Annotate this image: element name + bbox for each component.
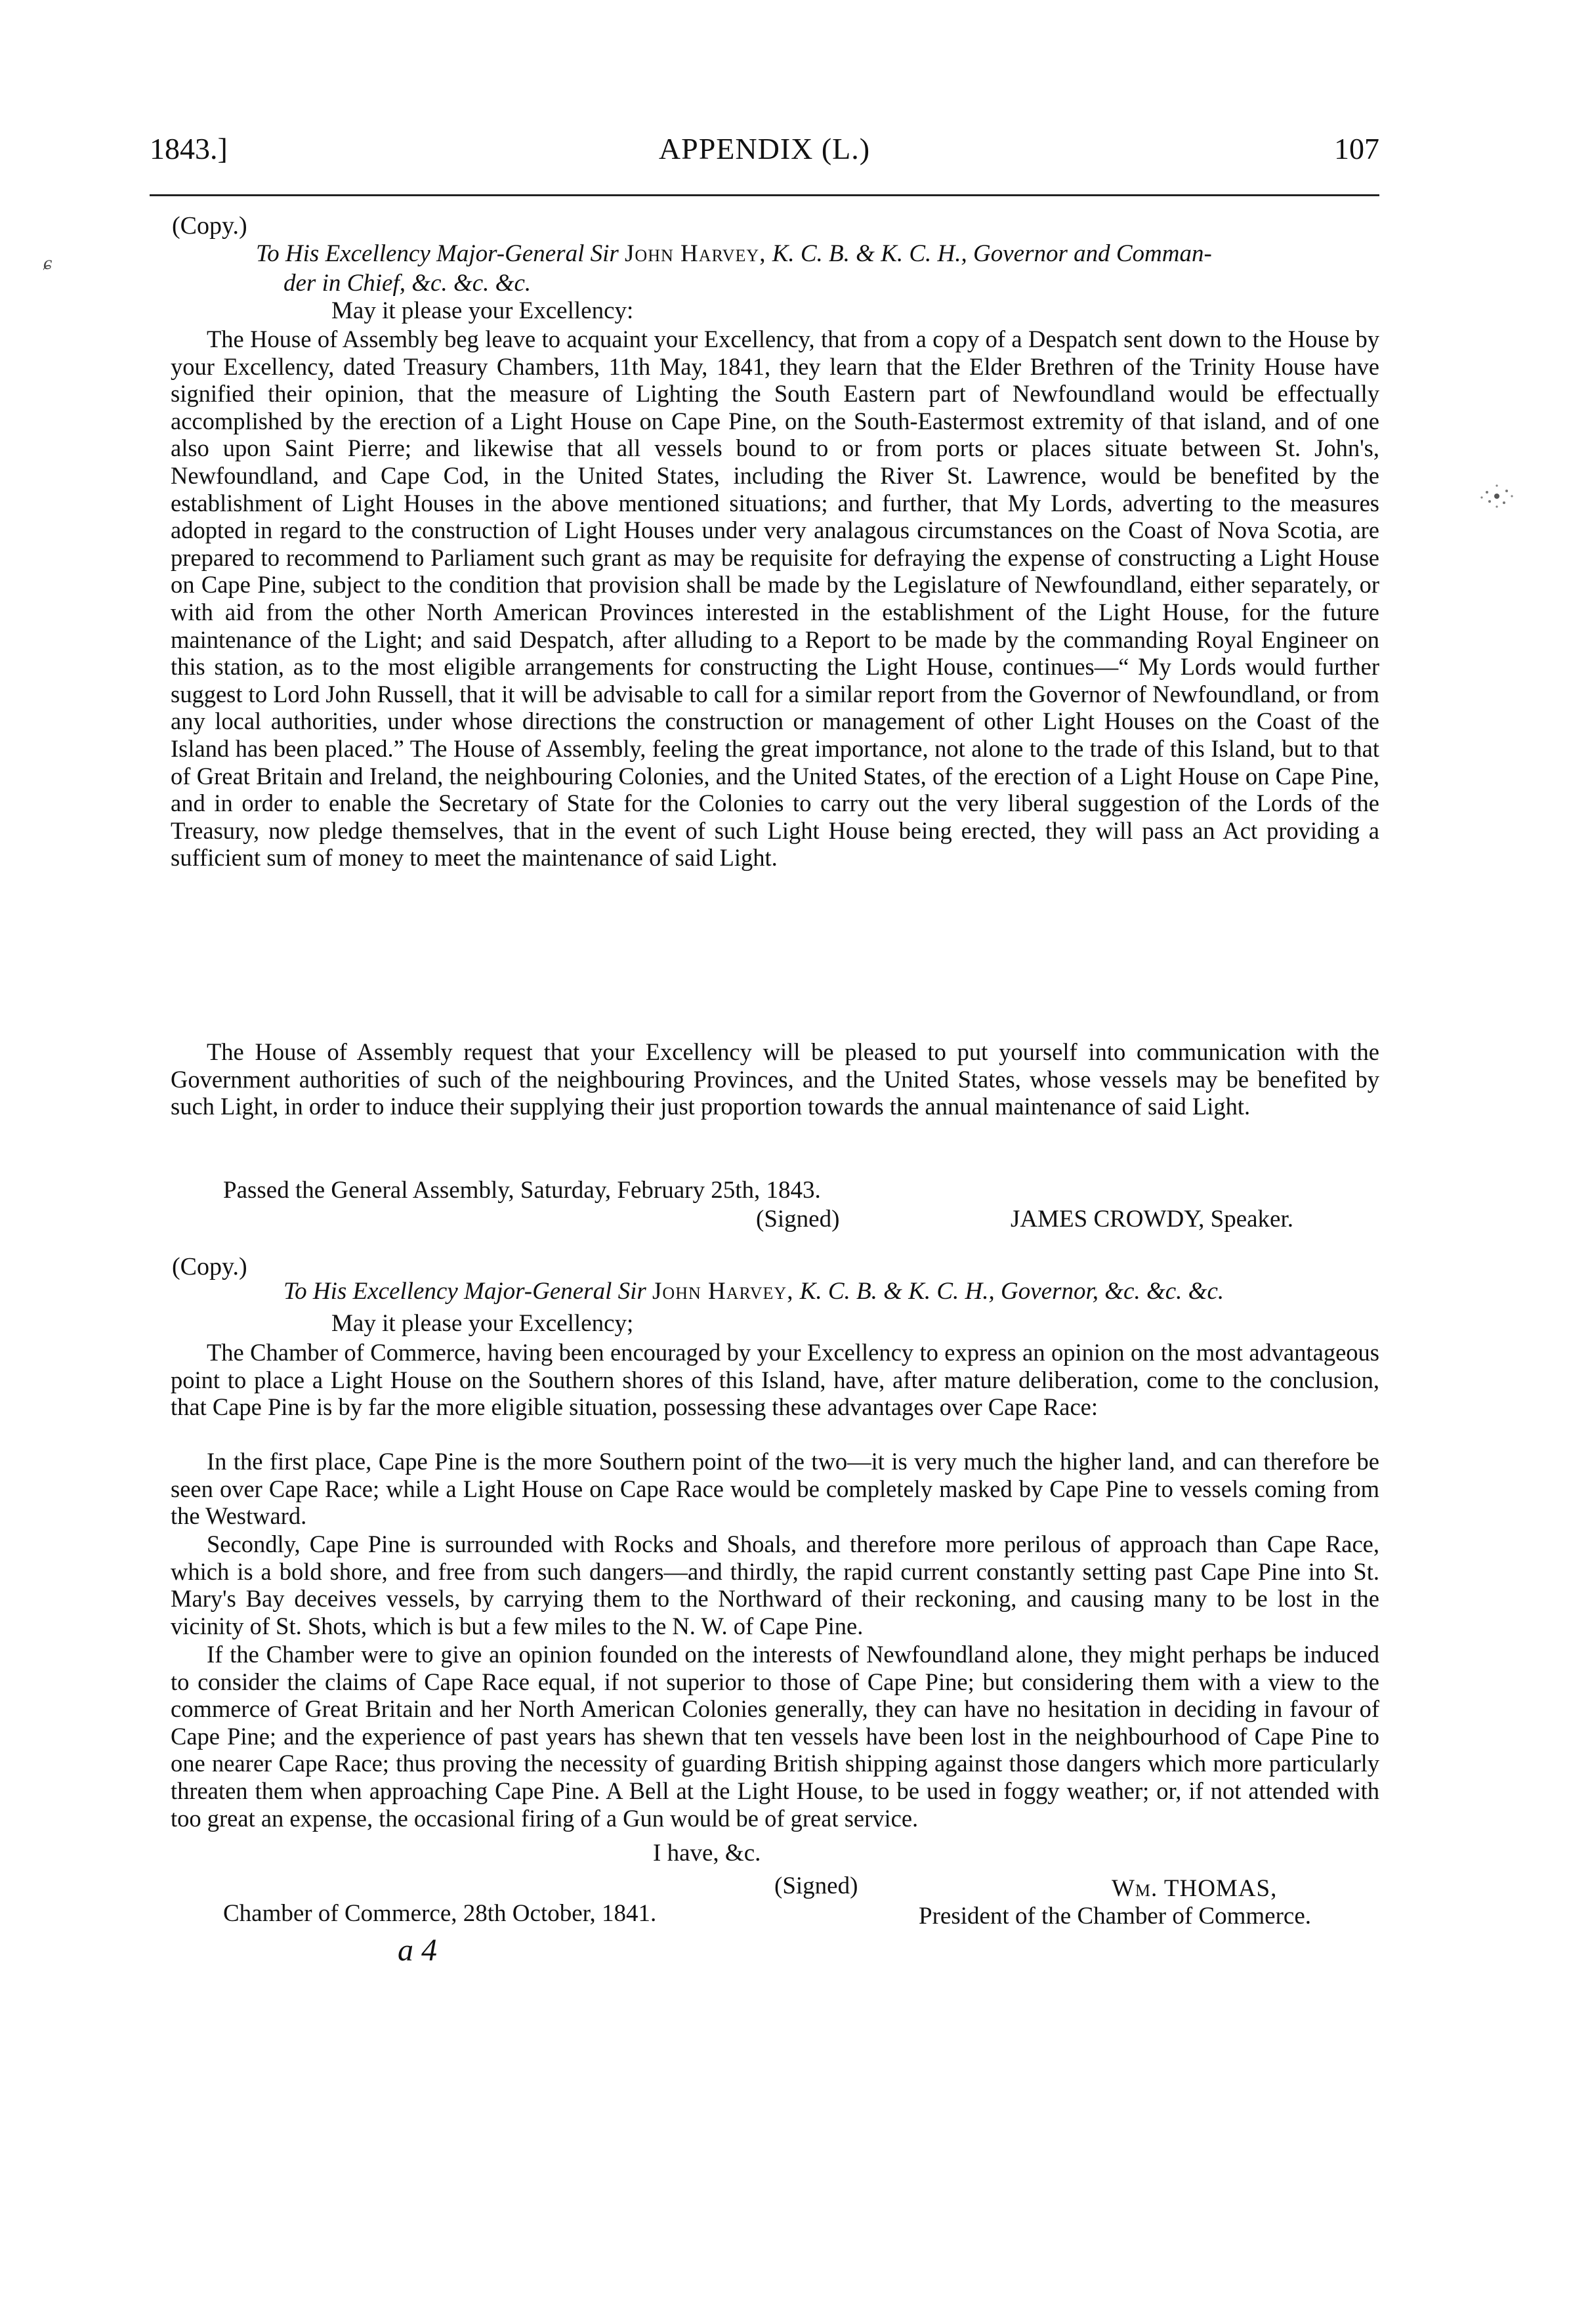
paragraph: If the Chamber were to give an opinion founded on the interests of Newfoundland alone, they might perhaps be induced to consider the claims of Cape Race equal, if not superior to those of Cape Pine; but considering them with a view to the commerce of Great Britain and her North American Colonies generally, they can have no hesitation in deciding in favour of Cape Pine; and the experience of past years has shewn that ten vessels have been lost in the neighbourhood of Cape Pine to one nearer Cape Race; thus proving the necessity of guarding British shipping against those dangers which more particularly threaten them when approaching Cape Pine. A Bell at the Light House, to be used in foggy weather; or, if not attended with too great an expense, the occasional firing of a Gun would be of great service. (171, 1641, 1379, 1832)
address-to: To His Excellency Major-General Sir (283, 1278, 646, 1305)
paragraph: Secondly, Cape Pine is surrounded with Rocks and Shoals, and therefore more perilous of approach than Cape Race, which is a bold shore, and free from such dangers—and thirdly, the rapid current constantly setting past Cape Pine into St. Mary's Bay deceives vessels, by carrying them to the Northward of their reckoning, and causing many to be lost in the vicinity of St. Shots, which is but a few miles to the N. W. of Cape Pine. (171, 1531, 1379, 1639)
paragraph: The House of Assembly beg leave to acquaint your Excellency, that from a copy of a Despatch sent down to the House by your Excellency, dated Treasury Chambers, 11th May, 1841, they learn that the Elder Brethren of the Trinity House have signified their opinion, that the measure of Lighting the South Eastern part of Newfoundland would be effectually accomplished by the erection of a Light House on Cape Pine, on the South-Eastermost extremity of that island, and of one also upon Saint Pierre; and likewise that all vessels bound to or from ports or places situate between St. John's, Newfoundland, and Cape Cod, in the United States, including the River St. Lawrence, would be benefited by the establishment of Light Houses in the above mentioned situations; and further, that My Lords, adverting to the measures adopted in regard to the construction of Light Houses under very analagous circumstances on the Coast of Nova Scotia, are prepared to recommend to Parliament such grant as may be requisite for defraying the expense of constructing a Light House on Cape Pine, subject to the condition that provision shall be made by the Legislature of Newfoundland, either separately, or with aid from the other North American Provinces interested in the establishment of the Light House, for the future maintenance of the Light; and said Despatch, after alluding to a Report to be made by the commanding Royal Engineer on this station, as to the most eligible arrangements for constructing the Light House, continues—“ My Lords would further suggest to Lord John Russell, that it will be advisable to call for a similar report from the Governor of Newfoundland, or from any local authorities, under whose directions the construction or management of other Light Houses on the Coast of the Island has been placed.” The House of Assembly, feeling the great importance, not alone to the trade of this Island, but to that of Great Britain and Ireland, the neighbouring Colonies, and the United States, of the erection of a Light House on Cape Pine, and in order to enable the Secretary of State for the Colonies to carry out the very liberal suggestion of the Lords of the Treasury, now pledge themselves, that in the event of such Light House being erected, they will pass an Act providing a sufficient sum of money to meet the maintenance of said Light. (171, 326, 1379, 872)
header-year: 1843.] (150, 132, 228, 165)
paragraph: The House of Assembly request that your Excellency will be pleased to put yourself into communication with the Government authorities of such of the neighbouring Provinces, and the United States, whose vessels may be benefited by such Light, in order to induce their supplying their just proportion towards the annual maintenance of said Light. (171, 1038, 1379, 1120)
address-to: To His Excellency Major-General Sir (256, 240, 619, 267)
address-rest: K. C. B. & K. C. H., Governor and Comman- (772, 240, 1212, 267)
passed-line: Passed the General Assembly, Saturday, February 25th, 1843. (223, 1177, 821, 1204)
address-line (256, 240, 1385, 268)
header-title: APPENDIX (L.) (658, 132, 871, 165)
address-rest: K. C. B. & K. C. H., Governor, &c. &c. &c. (799, 1278, 1224, 1305)
signature-mark: a 4 (398, 1933, 437, 1968)
page-number: 107 (1334, 132, 1379, 165)
signatory: JAMES CROWDY, Speaker. (1011, 1206, 1293, 1233)
closing: I have, &c. (653, 1840, 761, 1867)
blot-mark (1474, 478, 1520, 515)
paragraph: In the first place, Cape Pine is the more Southern point of the two—it is very much the higher land, and can therefore be seen over Cape Race; while a Light House on Cape Race would be completely masked by Cape Pine to vessels coming from the Westward. (171, 1448, 1379, 1530)
address-line (283, 1277, 1392, 1306)
signatory-name: Wm. THOMAS, (1112, 1875, 1278, 1902)
signatory-title: President of the Chamber of Commerce. (919, 1903, 1311, 1930)
paragraph: The Chamber of Commerce, having been encouraged by your Excellency to express an opinion on the most advantageous point to place a Light House on the Southern shores of this Island, have, after mature deliberation, come to the conclusion, that Cape Pine is by far the more eligible situation, possessing these advantages over Cape Race: (171, 1339, 1379, 1421)
address-line-2: der in Chief, &c. &c. &c. (283, 270, 532, 297)
address-name: John Harvey, (625, 240, 766, 267)
signed-label: (Signed) (774, 1872, 858, 1899)
place-date: Chamber of Commerce, 28th October, 1841. (223, 1900, 657, 1927)
copy-label: (Copy.) (172, 1253, 247, 1280)
signed-label: (Signed) (756, 1206, 840, 1233)
margin-mark: ɕ (43, 252, 52, 274)
page-header (150, 131, 1379, 177)
address-name: John Harvey, (652, 1278, 794, 1305)
copy-label: (Copy.) (172, 212, 247, 240)
salutation: May it please your Excellency; (331, 1310, 634, 1337)
salutation: May it please your Excellency: (331, 297, 634, 324)
header-rule (150, 194, 1379, 196)
